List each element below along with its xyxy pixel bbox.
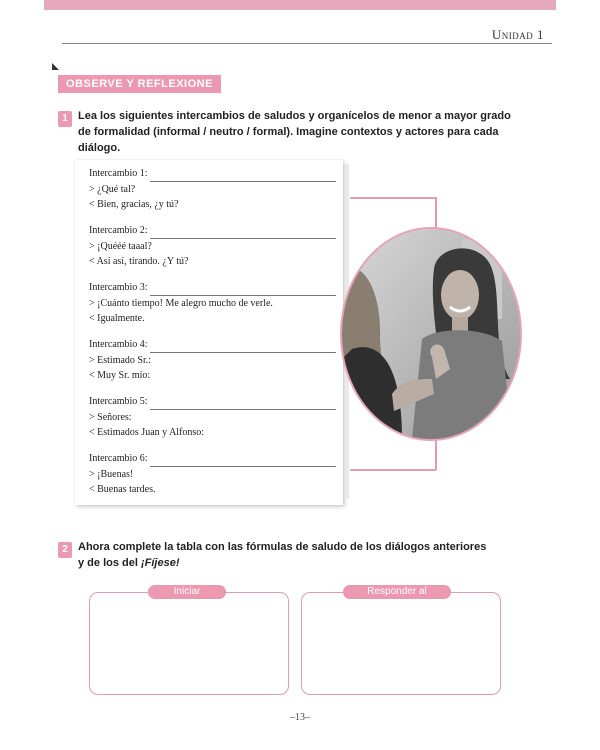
frame-line-top	[350, 197, 436, 199]
corner-mark-icon	[52, 63, 59, 70]
answer-line[interactable]	[150, 238, 336, 239]
section-title: OBSERVE Y REFLEXIONE	[58, 75, 221, 93]
activity-1-instruction: Lea los siguientes intercambios de saludos y organícelos de menor a mayor grado de formalidad (informal / neutro / formal). Imagine contextos y actores para cada diálogo.	[78, 110, 511, 154]
activity-1-number: 1	[58, 111, 72, 127]
exchange-line: < Buenas tardes.	[89, 484, 156, 495]
exchange-line: < Estimados Juan y Alfonso:	[89, 427, 205, 438]
activity-2-text-cont: y de los del	[78, 557, 141, 569]
exchange-line: < Igualmente.	[89, 313, 145, 324]
header-rule	[62, 43, 552, 44]
exchange-title: Intercambio 1:	[89, 168, 148, 179]
respond-greeting-label: Responder al saludo	[343, 585, 451, 599]
exchange-line: > ¡Buenas!	[89, 468, 134, 480]
page-number: –13–	[290, 712, 310, 723]
exchange-title: Intercambio 3:	[89, 282, 148, 293]
exchange-title: Intercambio 5:	[89, 396, 148, 407]
exchange-4	[89, 337, 336, 384]
exchange-line: < Muy Sr. mío:	[89, 370, 151, 381]
answer-line[interactable]	[150, 352, 336, 353]
top-color-band	[44, 0, 556, 10]
activity-2-instruction	[78, 539, 518, 571]
exchange-6	[89, 451, 336, 498]
start-greeting-label: Iniciar saludo	[148, 585, 226, 599]
exchange-1	[89, 166, 336, 213]
greeting-photo	[340, 227, 522, 441]
fijese-reference: ¡Fíjese!	[140, 557, 180, 569]
answer-line[interactable]	[150, 466, 336, 467]
exchange-line: < Así así, tirando. ¿Y tú?	[89, 256, 189, 267]
activity-2-number: 2	[58, 542, 72, 558]
exchange-2	[89, 223, 336, 270]
exchange-line: < Bien, gracias, ¿y tú?	[89, 199, 179, 210]
exchange-title: Intercambio 6:	[89, 453, 148, 464]
dialog-card	[75, 160, 343, 505]
answer-line[interactable]	[150, 181, 336, 182]
exchange-3	[89, 280, 336, 327]
exchange-title: Intercambio 4:	[89, 339, 148, 350]
answer-line[interactable]	[150, 409, 336, 410]
frame-line-bottom	[350, 469, 436, 471]
exchange-title: Intercambio 2:	[89, 225, 148, 236]
unit-label: Unidad 1	[491, 27, 544, 42]
photo-illustration	[342, 229, 520, 439]
exchange-line: > Estimado Sr.:	[89, 354, 152, 366]
exchange-5	[89, 394, 336, 441]
exchange-line: > Señores:	[89, 411, 132, 423]
exchange-line: > ¿Qué tal?	[89, 183, 136, 195]
activity-2-text: Ahora complete la tabla con las fórmulas de saludo de los diálogos anteriores	[78, 541, 487, 553]
exchange-line: > ¡Cuánto tiempo! Me alegro mucho de verle.	[89, 297, 273, 309]
exchange-line: > ¡Quééé taaal?	[89, 240, 152, 252]
